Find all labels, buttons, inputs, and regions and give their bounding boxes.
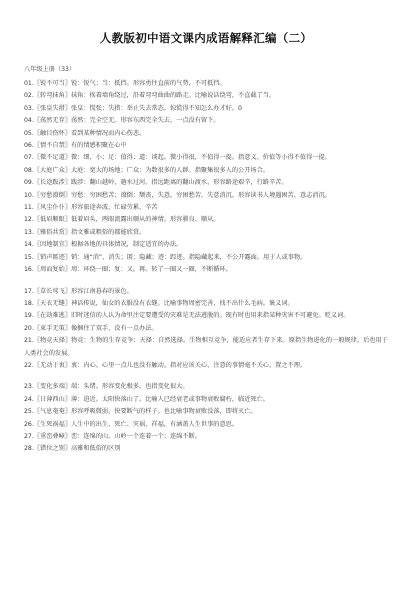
idiom-entry: 19.〖在劫难逃〗旧时迷信的人认为命里注定要遭受的灾难是无法逃脱的。现有时也用来指某种灾害不可避免。贬义词。 [24,312,350,320]
idiom-entry: 06.〖情不自禁〗有的情感积聚在心中 [24,142,127,150]
idiom-entry: 09.〖长途跋涉〗跋涉：翻山越岭，趟水过河。指远距离的翻山渡水，形容路途艰辛，行路辛苦。 [24,179,288,187]
idiom-entry: 28.〖错位之别〗高雅和低俗的区别 [24,445,121,453]
idiom-group-3 [24,381,388,455]
idiom-entry: 04.〖荡然无存〗荡然：完全空无。形容东西完全失去，一点没有留下。 [24,117,220,125]
idiom-entry: 13.〖雅俗共赏〗指文雅或粗俗的都能欣赏。 [24,228,146,236]
page-title: 人教版初中语文课内成语解释汇编（二） [99,31,313,45]
idiom-entry: 26.〖生死祸福〗人生中的出生、死亡、灾祸、祥福，有涵盖人生世事的意思。 [24,420,239,428]
idiom-entry: 11.〖风尘仆仆〗形容旅途奔波、忙碌劳累、辛苦 [24,204,158,212]
idiom-group-1 [24,78,388,277]
idiom-entry: 24.〖日薄西山〗薄：迫近。太阳快落山了。比喻人已经衰老或事物衰败腐朽，临近死亡。 [24,395,269,403]
idiom-entry: 27.〖重峦叠嶂〗峦：连绵的山。山岭一个连着一个；连绵不断。 [24,432,201,440]
idiom-entry: 12.〖低眉顺眼〗低着眉头，两眼流露出顺从的神情。形容驯良、顺从。 [24,216,220,224]
group-spacer [24,372,388,381]
idiom-entry: 08.〖大庭广众〗大庭：宽大的场地；广众：为数很多的人群。指聚集很多人的公开场合。 [24,166,269,174]
idiom-entry: 17.〖草长莺飞〗形容江南暮春的景色。 [24,287,133,295]
group-spacer [24,277,388,286]
idiom-entry: 20.〖束手无策〗像捆住了双手，没有一点办法。 [24,324,158,332]
idiom-entry: 05.〖触目伤怀〗看到某种情况而内心伤悲。 [24,129,146,137]
idiom-entry: 16.〖周而复始〗周：环绕一圈；复：又，再。转了一圈又一圈，不断循环。 [24,266,232,274]
idiom-entry: 21.〖物竞天择〗物竞：生物的生存竞争；天择：自然选择。生物相互竞争，能适应者生存下来。原指生物进化的一般规律，后也用于人类社会的发展。 [24,337,388,357]
idiom-entry: 15.〖销声匿迹〗销：通“消”，消失；匿：隐藏；迹：踪迹。指隐藏起来，不公开露面。用于人或事物。 [24,253,307,261]
idiom-list [24,78,388,456]
idiom-entry: 18.〖天衣无缝〗神话传说，仙女的衣服没有衣缝。比喻事物周密完善，找不出什么毛病。褒义词。 [24,299,294,307]
idiom-entry: 03.〖张皇失措〗张皇：慌张；失措：举止失去常态。惊慌得不知怎么办才好。0 [24,104,242,112]
idiom-group-2 [24,286,388,373]
idiom-entry: 07.〖微不足道〗微：细，小；足：值得；道：谈起。微小得很，不值得一提。指意义、价值等小得不值得一提。 [24,154,331,162]
idiom-entry: 10.〖穷愁潦倒〗穷愁：穷困愁苦；潦倒：颓丧，失意。穷困愁苦，失意消沉。形容读书人境遇困苦，意志消沉。 [24,191,331,199]
section-label: 八年级上册（33） [24,66,76,73]
idiom-entry: 02.〖转弯抹角〗抹角：挨着墙角绕过，沿着弯弯曲曲的路走。比喻说话绕弯，不直截了当。 [24,92,276,100]
idiom-entry: 23.〖变化多端〗端：头绪。形容变化极多，也指变化很大。 [24,383,189,391]
idiom-entry: 01.〖锐不可当〗锐：锐气；当：抵挡。形容勇往直前的气势，不可抵挡。 [24,80,226,87]
idiom-entry: 25.〖气息奄奄〗形容呼吸微弱，快要断气的样子。也比喻事物衰败没落，即将灭亡。 [24,408,257,416]
idiom-entry: 14.〖因地制宜〗根据各地的具体情况，制定适宜的办法。 [24,241,183,249]
idiom-entry: 22.〖无动于衷〗衷：内心。心里一点儿也没有触动。指对应该关心、注意的事情毫不关心，置之不理。 [24,361,307,369]
